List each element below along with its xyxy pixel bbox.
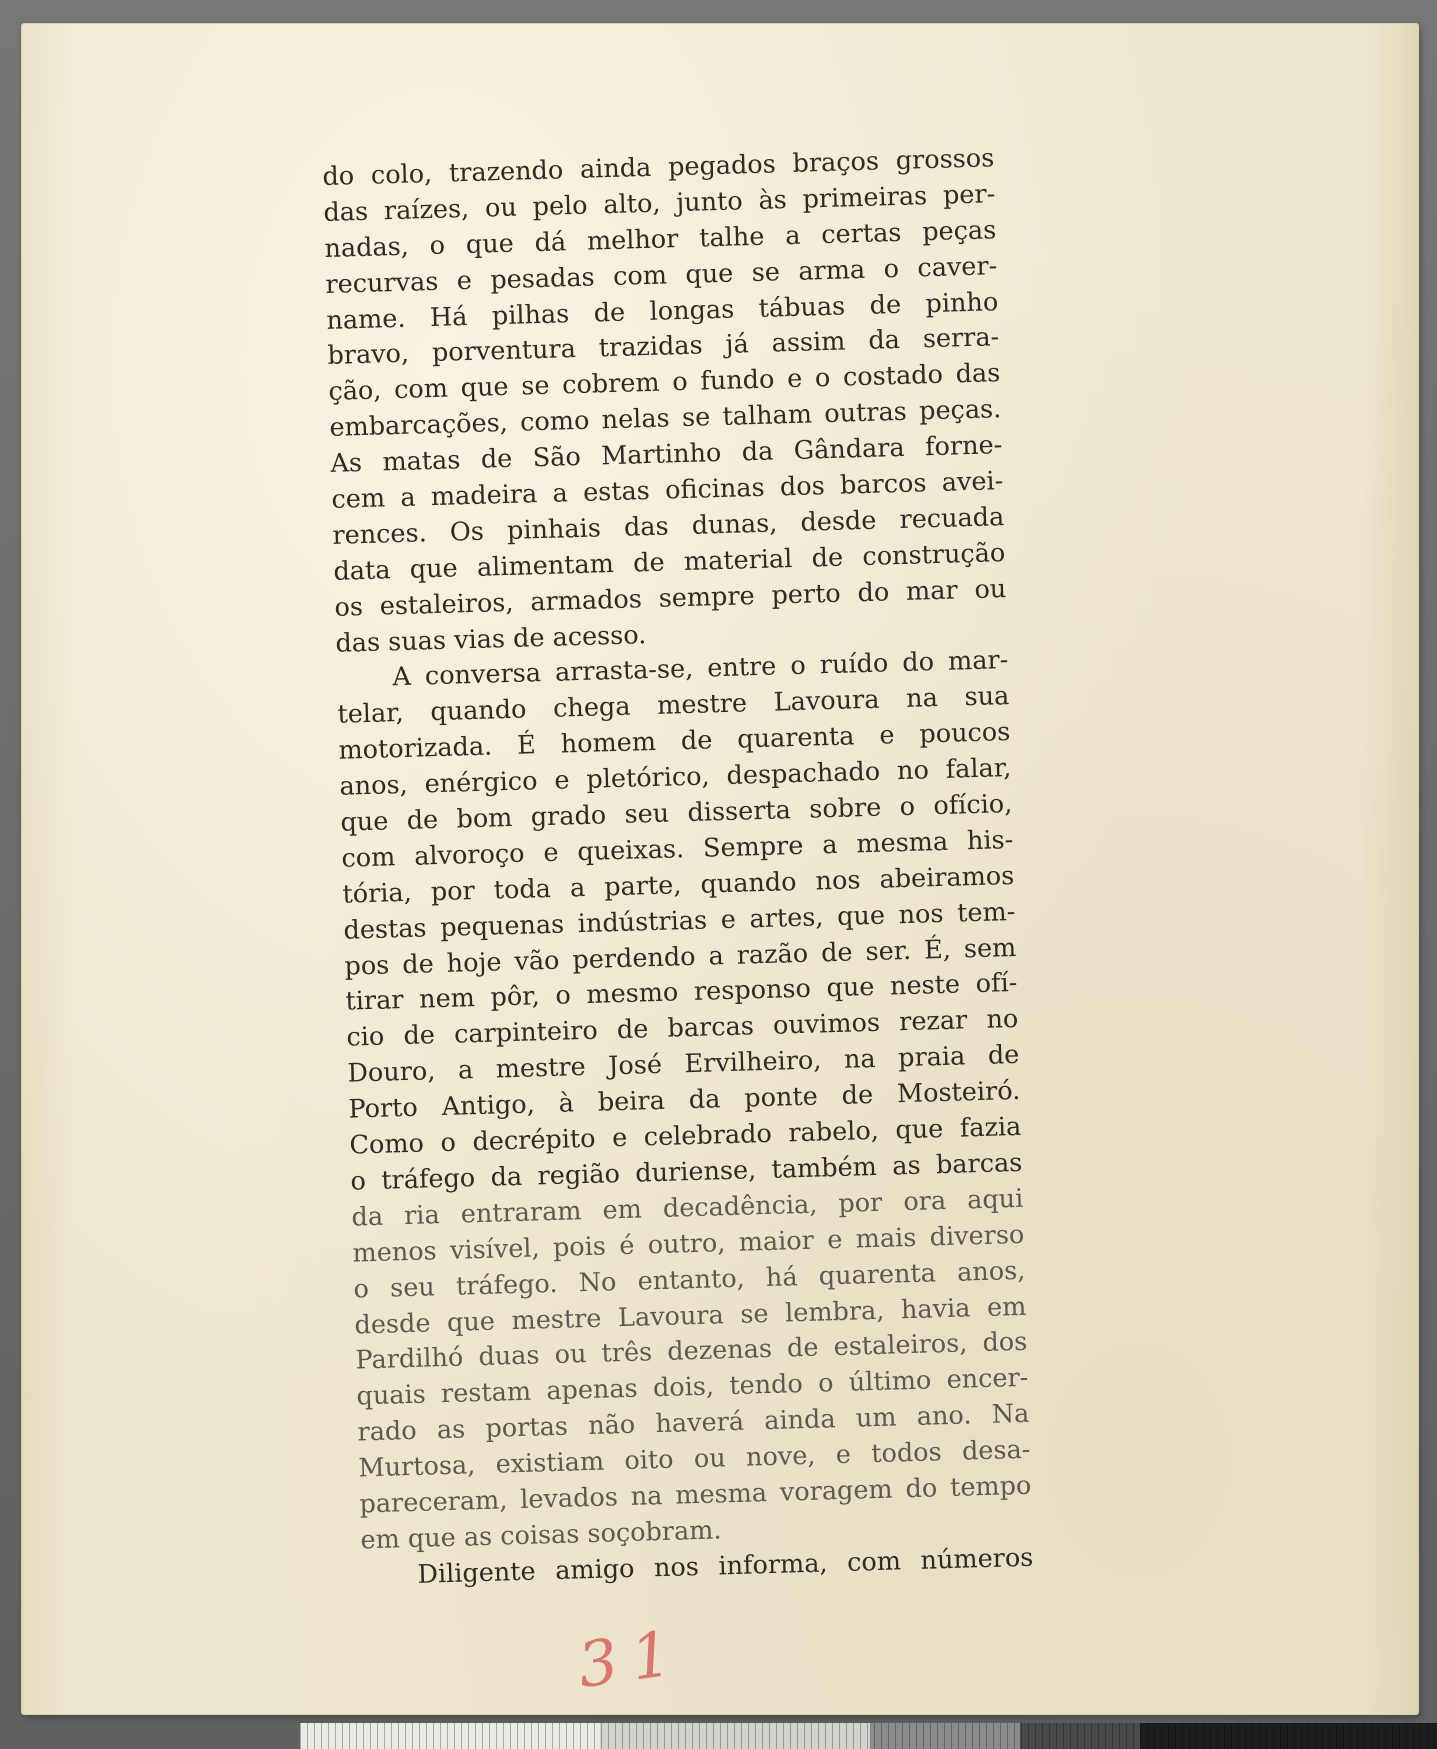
body-text	[322, 141, 1034, 1595]
text-line: pareceram, levados na mesma voragem do tempo	[359, 1470, 1032, 1520]
text-line: Porto Antigo, à beira da ponte de Mosteiró.	[348, 1076, 1021, 1125]
text-line: tirar nem pôr, o mesmo responso que neste ofí-	[345, 968, 1018, 1018]
text-line: da ria entraram em decadência, por ora aqui	[351, 1183, 1024, 1233]
text-line: o tráfego da região duriense, também as barcas	[350, 1147, 1023, 1197]
text-line: name. Há pilhas de longas tábuas de pinho	[326, 286, 999, 336]
text-line: desde que mestre Lavoura se lembra, havia em	[354, 1291, 1027, 1341]
text-line: Como o decrépito e celebrado rabelo, que fazia	[349, 1111, 1022, 1161]
text-line: telar, quando chega mestre Lavoura na sua	[337, 681, 1010, 731]
text-line: quais restam apenas dois, tendo o último encer-	[356, 1363, 1029, 1412]
text-line: cio de carpinteiro de barcas ouvimos rezar no	[346, 1004, 1019, 1054]
text-line: que de bom grado seu disserta sobre o ofício,	[340, 789, 1013, 838]
scale-ticks	[300, 1723, 1437, 1749]
text-line: do colo, trazendo ainda pegados braços grossos	[322, 143, 995, 192]
text-line: rences. Os pinhais das dunas, desde recuada	[332, 502, 1005, 551]
text-line: bravo, porventura trazidas já assim da serra-	[327, 322, 1000, 372]
text-line: rado as portas não haverá ainda um ano. Na	[357, 1398, 1030, 1448]
paragraph-start-line: A conversa arrasta-se, entre o ruído do mar-	[392, 645, 1009, 693]
color-scale-bar	[300, 1723, 1437, 1749]
text-line: pos de hoje vão perdendo a razão de ser. É, sem	[344, 932, 1017, 982]
paragraph-start-line: Diligente amigo nos informa, com números	[417, 1542, 1034, 1590]
text-line: motorizada. É homem de quarenta e poucos	[338, 717, 1011, 767]
text-line: cem a madeira a estas oficinas dos barcos avei-	[331, 466, 1004, 515]
text-line: data que alimentam de material de construção	[333, 537, 1006, 587]
paragraph-end-line: em que as coisas soçobram.	[360, 1515, 722, 1556]
text-line: Murtosa, existiam oito ou nove, e todos desa-	[358, 1434, 1031, 1484]
text-line: embarcações, como nelas se talham outras peças.	[329, 394, 1002, 444]
text-line: ção, com que se cobrem o fundo e o costado das	[328, 358, 1001, 408]
handwritten-page-number: 31	[573, 1614, 690, 1703]
text-line: menos visível, pois é outro, maior e mais diverso	[352, 1219, 1025, 1269]
text-line: destas pequenas indústrias e artes, que nos tem-	[343, 896, 1016, 946]
text-line: As matas de São Martinho da Gândara forne-	[330, 430, 1003, 480]
text-line: com alvoroço e queixas. Sempre a mesma his-	[341, 824, 1014, 874]
text-line: anos, enérgico e pletórico, despachado no falar,	[339, 753, 1012, 802]
text-line: Douro, a mestre José Ervilheiro, na praia de	[347, 1040, 1020, 1089]
text-line: os estaleiros, armados sempre perto do mar ou	[334, 573, 1007, 623]
text-line: Pardilhó duas ou três dezenas de estaleiros, dos	[355, 1327, 1028, 1376]
text-line: tória, por toda a parte, quando nos abeiramos	[342, 860, 1015, 910]
text-line: nadas, o que dá melhor talhe a certas peças	[324, 214, 997, 264]
text-line: das raízes, ou pelo alto, junto às primeiras per-	[323, 179, 996, 228]
text-line: o seu tráfego. No entanto, há quarenta anos,	[353, 1255, 1026, 1305]
text-line: recurvas e pesadas com que se arma o caver-	[325, 250, 998, 300]
paragraph-end-line: das suas vias de acesso.	[335, 619, 647, 659]
